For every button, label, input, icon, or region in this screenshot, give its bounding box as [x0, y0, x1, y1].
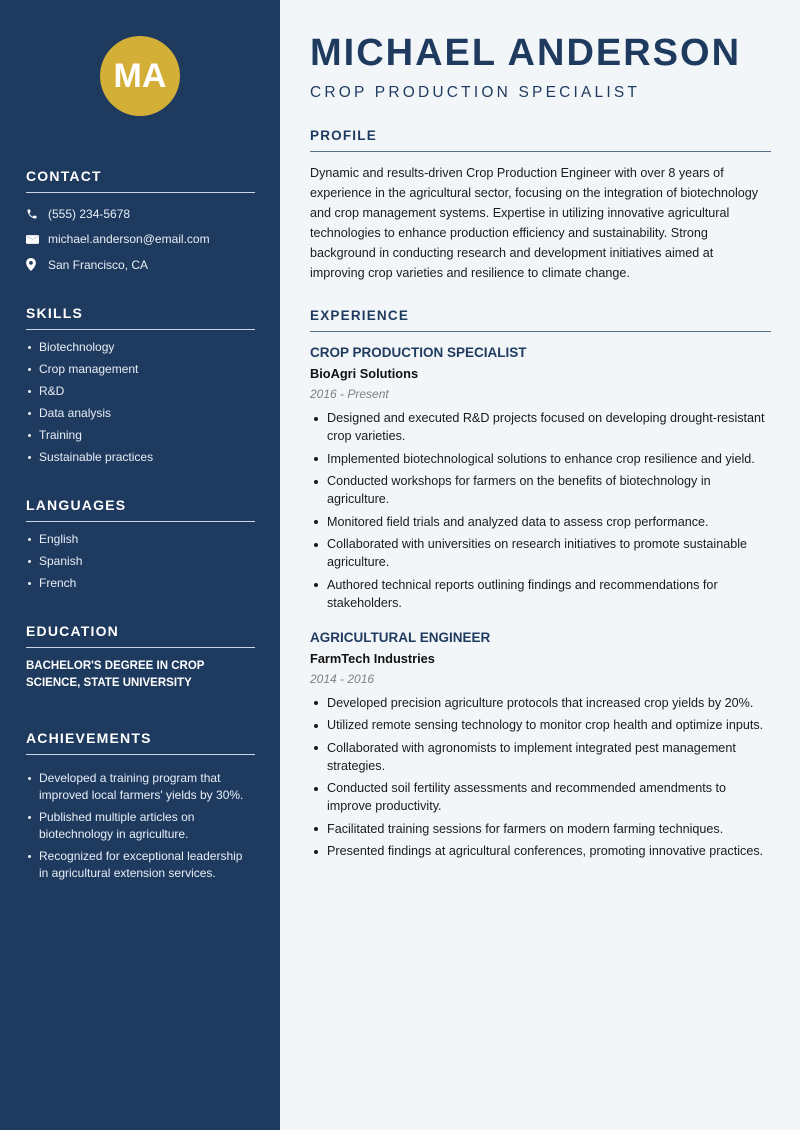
section-title-experience: EXPERIENCE [310, 308, 771, 332]
achievements-section [26, 730, 255, 887]
contact-section [26, 168, 255, 278]
achievement-item: Developed a training program that improved local farmers' yields by 30%. [26, 770, 255, 804]
section-title-achievements: ACHIEVEMENTS [26, 730, 255, 755]
avatar [100, 36, 180, 116]
job-bullet: Authored technical reports outlining findings and recommendations for stakeholders. [310, 576, 771, 612]
contact-location-text: San Francisco, CA [48, 257, 149, 272]
contact-email [26, 227, 255, 253]
job-bullet: Collaborated with agronomists to implement integrated pest management strategies. [310, 739, 771, 775]
languages-section [26, 497, 255, 597]
language-item: Spanish [26, 553, 255, 570]
job-bullet: Monitored field trials and analyzed data to assess crop performance. [310, 513, 771, 531]
avatar-initials: MA [113, 56, 167, 95]
job-bullet: Facilitated training sessions for farmers on modern farming techniques. [310, 820, 771, 838]
contact-phone-text: (555) 234-5678 [48, 206, 131, 221]
job-bullet: Implemented biotechnological solutions to enhance crop resilience and yield. [310, 450, 771, 468]
skills-section [26, 305, 255, 471]
skills-list [26, 339, 255, 466]
section-title-profile: PROFILE [310, 128, 771, 152]
contact-email-text[interactable]: michael.anderson@email.com [48, 232, 210, 247]
contact-location [26, 252, 255, 278]
contact-phone [26, 201, 255, 227]
job-bullet: Designed and executed R&D projects focused on developing drought-resistant crop varieties. [310, 409, 771, 445]
profile-section [310, 128, 771, 283]
candidate-title: CROP PRODUCTION SPECIALIST [310, 84, 641, 101]
achievements-list [26, 770, 255, 882]
skill-item: R&D [26, 383, 255, 400]
job-entry [310, 630, 771, 861]
skill-item: Data analysis [26, 405, 255, 422]
language-item: French [26, 575, 255, 592]
language-item: English [26, 531, 255, 548]
skill-item: Biotechnology [26, 339, 255, 356]
job-bullet: Collaborated with universities on research initiatives to promote sustainable agriculture. [310, 535, 771, 571]
skill-item: Sustainable practices [26, 449, 255, 466]
skill-item: Crop management [26, 361, 255, 378]
job-bullet: Presented findings at agricultural conferences, promoting innovative practices. [310, 842, 771, 860]
section-title-education: EDUCATION [26, 623, 255, 648]
job-bullet: Utilized remote sensing technology to monitor crop health and optimize inputs. [310, 716, 771, 734]
section-title-contact: CONTACT [26, 168, 255, 193]
section-title-skills: SKILLS [26, 305, 255, 330]
achievement-item: Published multiple articles on biotechnology in agriculture. [26, 809, 255, 843]
languages-list [26, 531, 255, 592]
job-bullet: Developed precision agriculture protocols that increased crop yields by 20%. [310, 694, 771, 712]
experience-section [310, 308, 771, 865]
phone-icon [26, 208, 48, 220]
profile-summary: Dynamic and results-driven Crop Production Engineer with over 8 years of experience in the agricultural sector, focusing on the integration of biotechnology and crop management systems. Expertise in utilizing innovative agricultural technologies to enhance production efficiency and sustainability. Strong background in conducting research and development initiatives aimed at improving crop varieties and resilience to climate change. [310, 166, 759, 280]
job-bullet: Conducted workshops for farmers on the benefits of biotechnology in agriculture. [310, 472, 771, 508]
job-role: AGRICULTURAL ENGINEER [310, 629, 491, 645]
candidate-name: MICHAEL ANDERSON [310, 32, 742, 74]
education-section [26, 623, 255, 692]
job-dates: 2016 - Present [310, 387, 389, 401]
education-degree: BACHELOR'S DEGREE IN CROP SCIENCE, STATE UNIVERSITY [26, 660, 205, 689]
job-bullets [310, 409, 771, 612]
contact-list [26, 201, 255, 278]
achievement-item: Recognized for exceptional leadership in agricultural extension services. [26, 848, 255, 882]
email-icon [26, 234, 48, 245]
job-company: FarmTech Industries [310, 650, 435, 666]
job-company: BioAgri Solutions [310, 366, 419, 381]
job-entry [310, 345, 771, 612]
job-bullet: Conducted soil fertility assessments and recommended amendments to improve productivity. [310, 779, 771, 815]
skill-item: Training [26, 427, 255, 444]
job-dates: 2014 - 2016 [310, 671, 375, 686]
sidebar [0, 0, 280, 1130]
job-role: CROP PRODUCTION SPECIALIST [310, 345, 527, 360]
section-title-languages: LANGUAGES [26, 497, 255, 522]
location-pin-icon [26, 258, 48, 271]
job-bullets [310, 694, 771, 861]
